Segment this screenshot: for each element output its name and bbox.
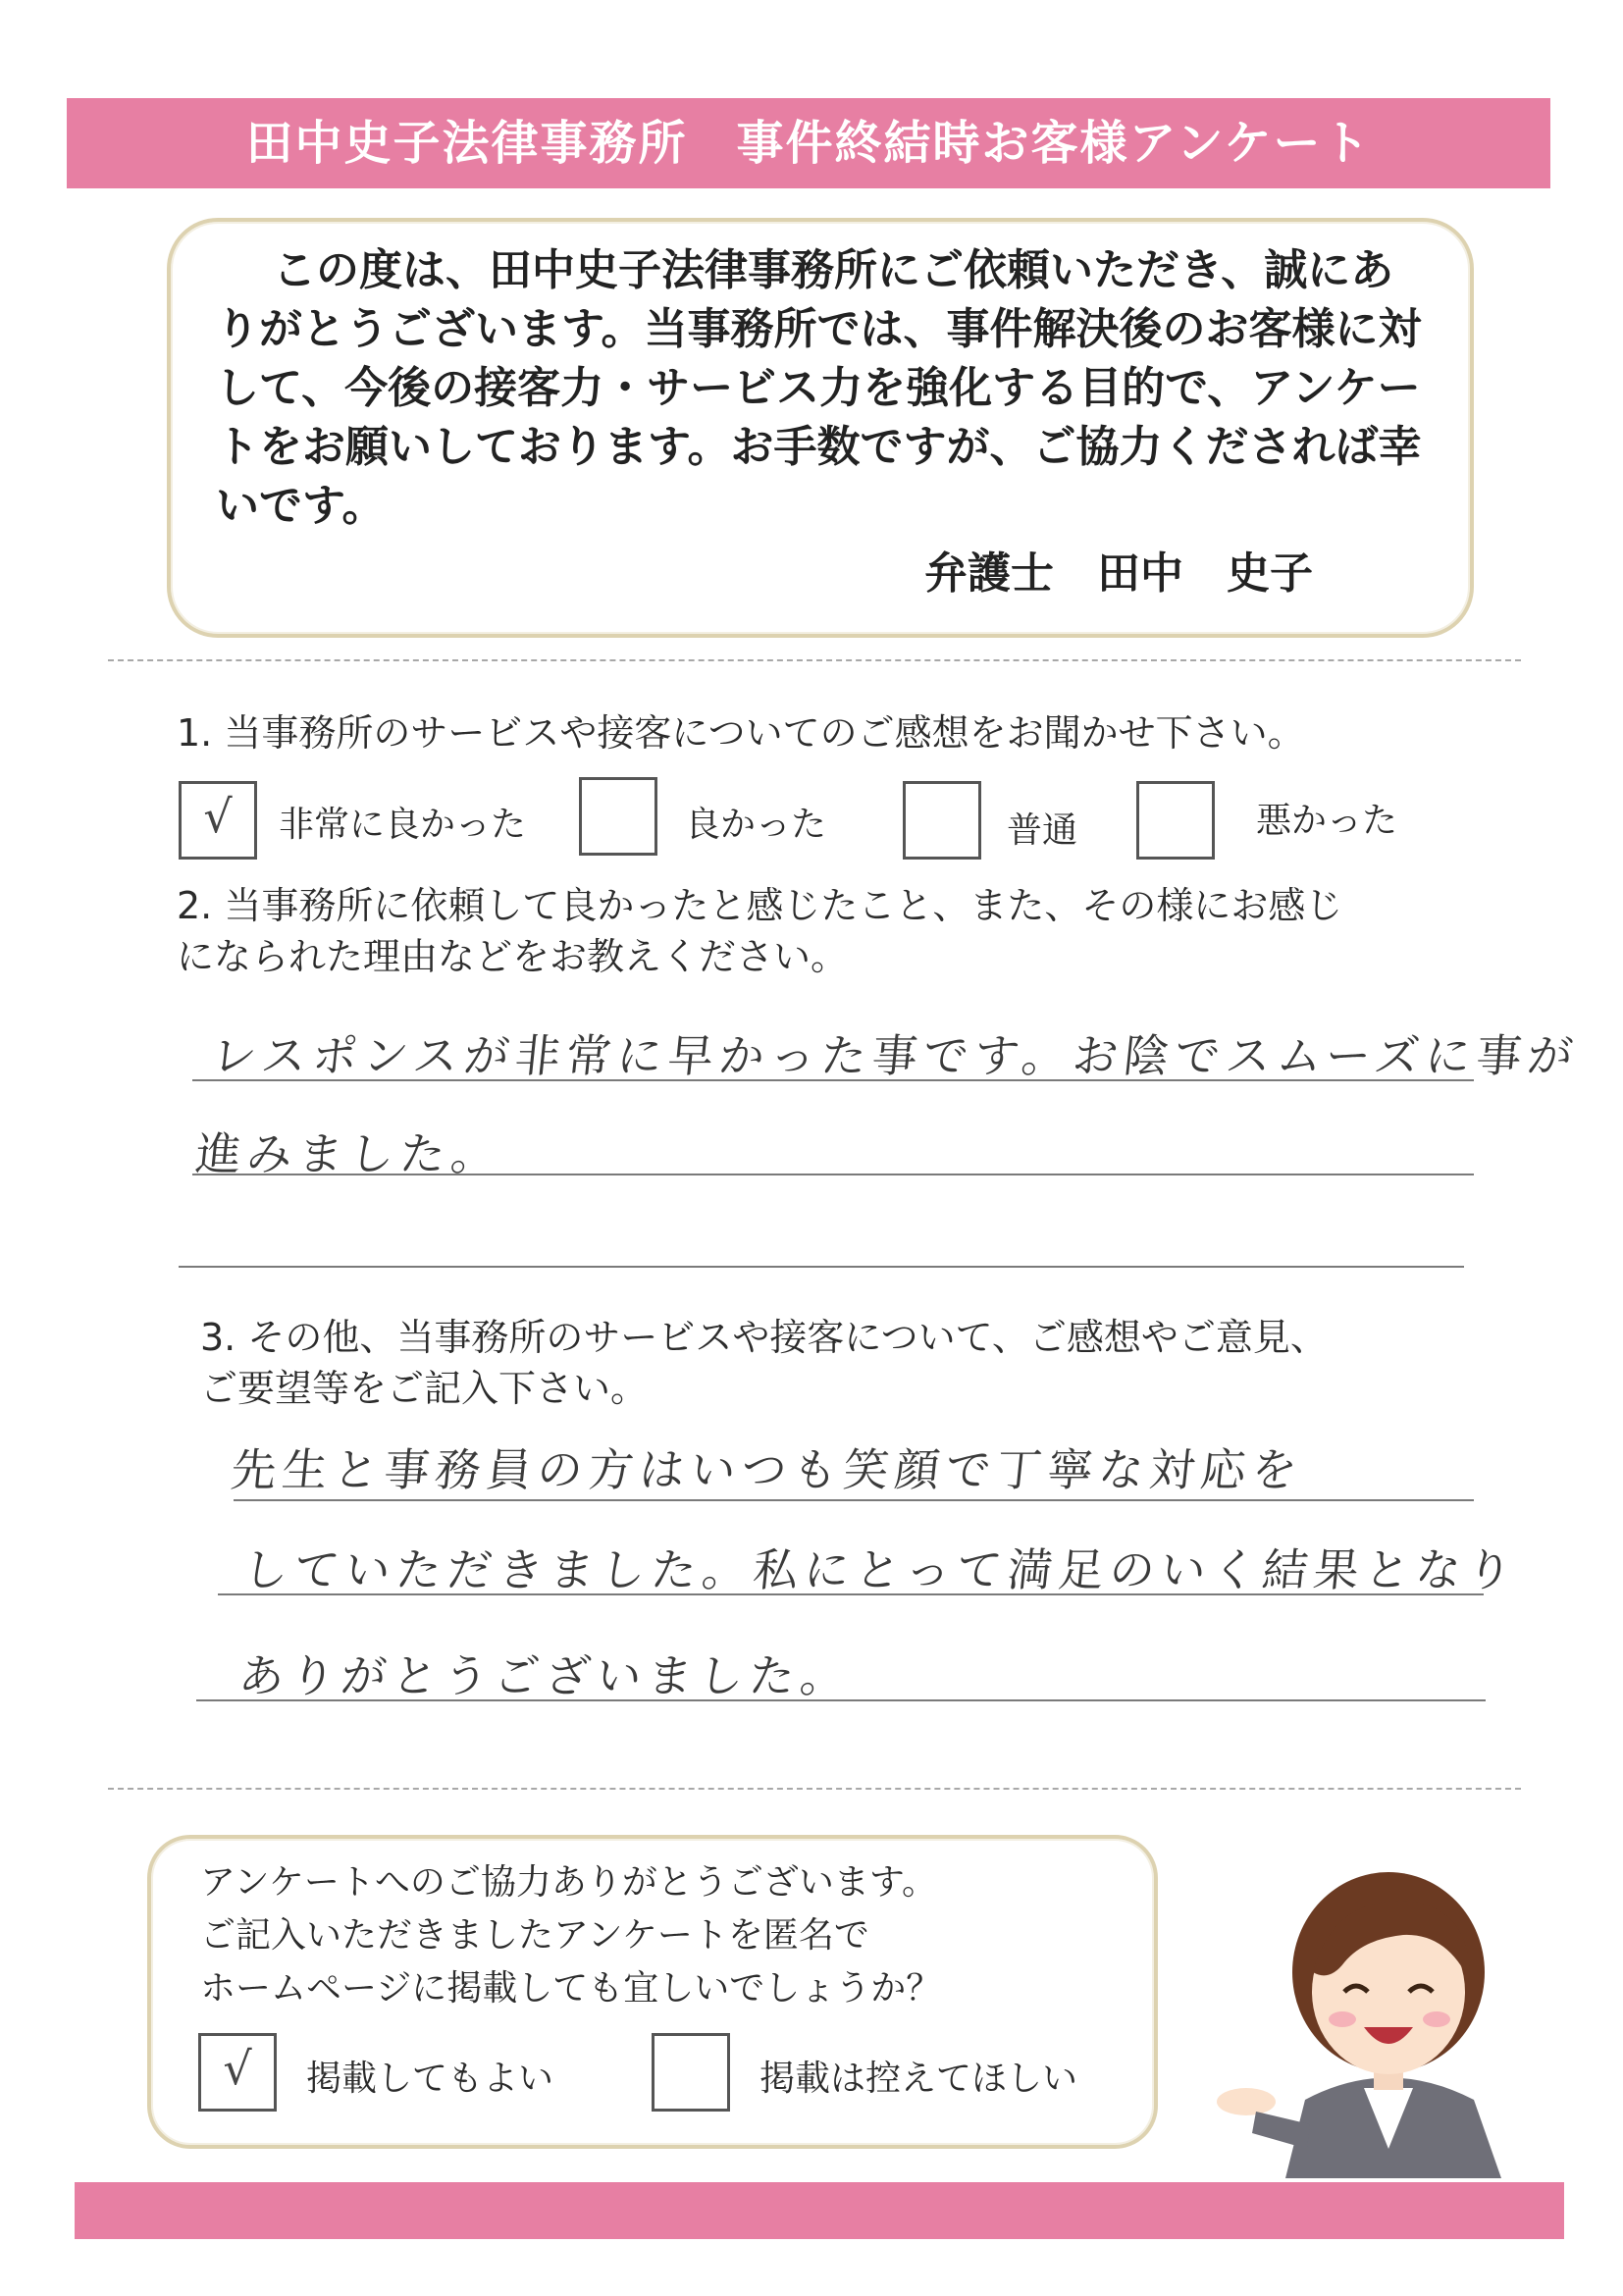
question-2-line-2: になられた理由などをお教えください。 (177, 935, 849, 978)
header-band (67, 98, 1550, 188)
checkbox-very-good[interactable] (179, 781, 257, 860)
answer-3-line-3: ありがとうございました。 (236, 1649, 855, 1702)
consent-box (147, 1835, 1158, 2149)
signature: 弁護士 田中 史子 (924, 548, 1313, 599)
question-1: 1. 当事務所のサービスや接客についてのご感想をお聞かせ下さい。 (177, 711, 1305, 755)
checkbox-bad[interactable] (1136, 781, 1215, 860)
intro-box (167, 218, 1474, 638)
answer-rule (192, 1174, 1474, 1175)
checkbox-average[interactable] (903, 781, 981, 860)
checkmark-icon: √ (223, 2042, 252, 2095)
consent-line-1: アンケートへのご協力ありがとうございます。 (200, 1862, 937, 1903)
consent-text (200, 1856, 941, 2015)
option-label-good: 良かった (685, 805, 827, 845)
page-title: 田中史子法律事務所 事件終結時お客様アンケート (245, 116, 1372, 171)
woman-in-suit-illustration (1217, 1854, 1541, 2178)
answer-2-line-2: 進みました。 (192, 1127, 505, 1180)
answer-2-line-1: レスポンスが非常に早かった事です。お陰でスムーズに事が (208, 1029, 1582, 1082)
checkbox-publish-decline[interactable] (652, 2033, 730, 2112)
divider-dashed (108, 1788, 1521, 1790)
footer-band (75, 2182, 1564, 2239)
question-3-line-1: 3. その他、当事務所のサービスや接客について、ご感想やご意見、 (200, 1316, 1328, 1359)
option-label-publish-ok: 掲載してもよい (306, 2059, 554, 2099)
answer-rule (179, 1266, 1464, 1268)
answer-3-line-2: していただきました。私にとって満足のいく結果となり (239, 1543, 1521, 1596)
checkbox-good[interactable] (579, 777, 657, 856)
question-3-line-2: ご要望等をご記入下さい。 (200, 1367, 649, 1410)
option-label-publish-decline: 掲載は控えてほしい (759, 2059, 1078, 2099)
consent-line-2: ご記入いただきましたアンケートを匿名で (200, 1915, 869, 1956)
option-label-average: 普通 (1007, 810, 1078, 851)
divider-dashed (108, 659, 1521, 661)
option-label-very-good: 非常に良かった (279, 805, 527, 845)
checkbox-publish-ok[interactable] (198, 2033, 277, 2112)
answer-3-line-1: 先生と事務員の方はいつも笑顔で丁寧な対応を (228, 1443, 1306, 1496)
question-2-line-1: 2. 当事務所に依頼して良かったと感じたこと、また、その様にお感じ (177, 884, 1343, 927)
intro-text: この度は、田中史子法律事務所にご依頼いただき、誠にありがとうございます。当事務所では、事件解決後のお客様に対して、今後の接客力・サービス力を強化する目的で、アンケートをお願いしております。お手数ですが、ご協力くだされば幸いです。 (216, 245, 1422, 531)
option-label-bad: 悪かった (1256, 801, 1398, 841)
answer-rule (196, 1699, 1486, 1701)
answer-rule (234, 1499, 1474, 1501)
consent-line-3: ホームページに掲載しても宜しいでしょうか？ (200, 1968, 942, 2009)
answer-rule (192, 1079, 1474, 1081)
checkmark-icon: √ (203, 790, 233, 843)
answer-rule (218, 1593, 1484, 1595)
